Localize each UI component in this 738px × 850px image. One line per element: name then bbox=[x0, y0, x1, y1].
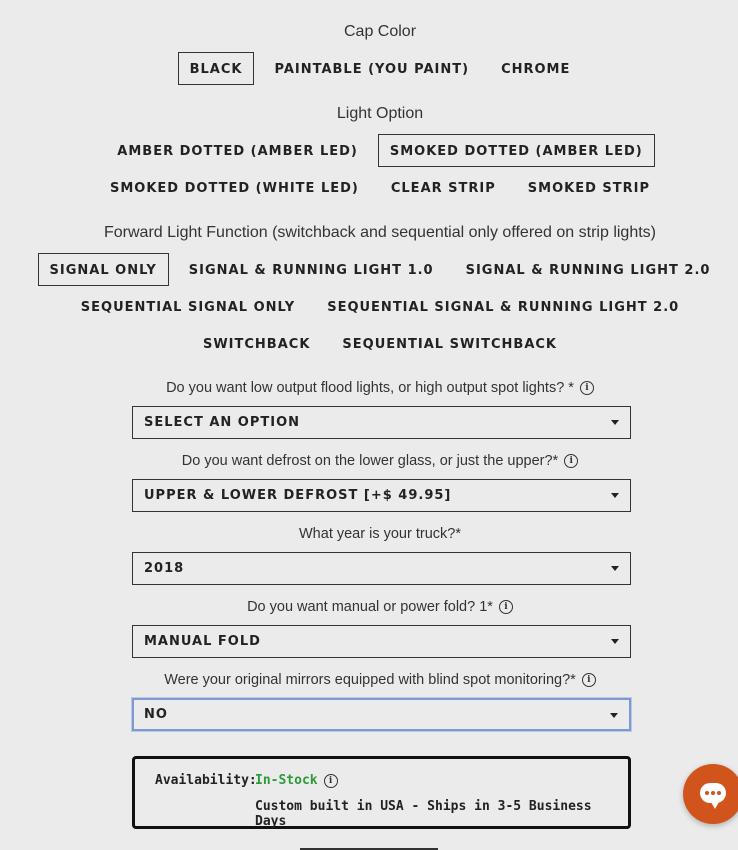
light-option-heading: Light Option bbox=[336, 105, 424, 122]
info-icon[interactable]: i bbox=[580, 381, 594, 395]
forward-option-sequential-running-2[interactable]: SEQUENTIAL SIGNAL & RUNNING LIGHT 2.0 bbox=[327, 300, 680, 315]
cap-option-black[interactable]: BLACK bbox=[178, 52, 255, 85]
select-value: NO bbox=[144, 707, 168, 722]
select-value: MANUAL FOLD bbox=[144, 634, 261, 649]
cap-option-chrome[interactable]: CHROME bbox=[501, 62, 571, 77]
question-fold-label bbox=[0, 599, 738, 615]
forward-option-signal-running-2[interactable]: SIGNAL & RUNNING LIGHT 2.0 bbox=[465, 263, 711, 278]
availability-box bbox=[132, 756, 631, 829]
info-icon[interactable]: i bbox=[324, 774, 338, 788]
light-options-row-2 bbox=[0, 171, 738, 204]
select-value: 2018 bbox=[144, 561, 185, 576]
light-options-row-1 bbox=[0, 134, 738, 167]
forward-light-row-3 bbox=[0, 327, 738, 360]
caret-down-icon bbox=[611, 566, 619, 571]
forward-light-row-2 bbox=[0, 290, 738, 323]
blind-spot-select[interactable] bbox=[132, 698, 631, 731]
question-truck-year-label bbox=[0, 526, 738, 542]
question-blind-spot-label bbox=[0, 672, 738, 688]
chat-widget-button[interactable] bbox=[683, 764, 738, 824]
forward-option-signal-running-1[interactable]: SIGNAL & RUNNING LIGHT 1.0 bbox=[188, 263, 434, 278]
caret-down-icon bbox=[610, 713, 618, 718]
question-text: Do you want manual or power fold? 1* bbox=[247, 599, 493, 615]
forward-light-heading: Forward Light Function (switchback and sequential only offered on strip lights) bbox=[104, 224, 656, 241]
select-value: UPPER & LOWER DEFROST [+$ 49.95] bbox=[144, 488, 452, 503]
light-option-clear-strip[interactable]: CLEAR STRIP bbox=[390, 181, 496, 196]
info-icon[interactable]: i bbox=[499, 600, 513, 614]
question-text: What year is your truck?* bbox=[299, 526, 461, 542]
forward-option-sequential-signal[interactable]: SEQUENTIAL SIGNAL ONLY bbox=[80, 300, 296, 315]
light-option-smoked-strip[interactable]: SMOKED STRIP bbox=[527, 181, 651, 196]
cap-color-options bbox=[0, 52, 738, 85]
truck-year-select[interactable] bbox=[132, 552, 631, 585]
question-text: Were your original mirrors equipped with blind spot monitoring?* bbox=[164, 672, 576, 688]
select-value: SELECT AN OPTION bbox=[144, 415, 301, 430]
caret-down-icon bbox=[611, 493, 619, 498]
forward-option-signal-only[interactable]: SIGNAL ONLY bbox=[38, 253, 169, 286]
light-option-amber-dotted[interactable]: AMBER DOTTED (AMBER LED) bbox=[117, 144, 358, 159]
info-icon[interactable]: i bbox=[582, 673, 596, 687]
caret-down-icon bbox=[611, 639, 619, 644]
fold-select[interactable] bbox=[132, 625, 631, 658]
forward-option-switchback[interactable]: SWITCHBACK bbox=[202, 337, 311, 352]
shipping-note: Custom built in USA - Ships in 3-5 Business Days bbox=[255, 799, 592, 829]
cap-option-paintable[interactable]: PAINTABLE (YOU PAINT) bbox=[274, 62, 470, 77]
question-text: Do you want defrost on the lower glass, or just the upper?* bbox=[181, 453, 559, 469]
question-text: Do you want low output flood lights, or high output spot lights? * bbox=[166, 380, 574, 396]
flood-spot-select[interactable] bbox=[132, 406, 631, 439]
question-defrost-label bbox=[0, 453, 738, 469]
stock-status-text: In-Stock bbox=[255, 773, 318, 788]
availability-label: Availability: bbox=[155, 773, 257, 788]
stock-status bbox=[255, 773, 338, 788]
cap-color-heading: Cap Color bbox=[343, 23, 417, 40]
chat-bubble-icon bbox=[700, 783, 726, 803]
light-option-smoked-dotted-white[interactable]: SMOKED DOTTED (WHITE LED) bbox=[109, 181, 359, 196]
light-option-smoked-dotted-amber[interactable]: SMOKED DOTTED (AMBER LED) bbox=[378, 134, 655, 167]
forward-option-sequential-switchback[interactable]: SEQUENTIAL SWITCHBACK bbox=[342, 337, 558, 352]
forward-light-row-1 bbox=[0, 253, 738, 286]
caret-down-icon bbox=[611, 420, 619, 425]
defrost-select[interactable] bbox=[132, 479, 631, 512]
question-flood-spot-label bbox=[0, 380, 738, 396]
info-icon[interactable]: i bbox=[564, 454, 578, 468]
